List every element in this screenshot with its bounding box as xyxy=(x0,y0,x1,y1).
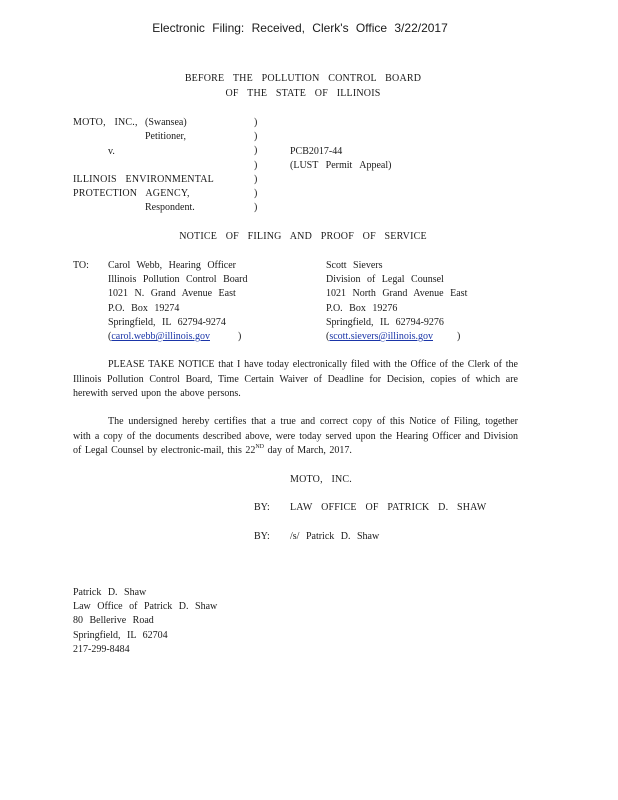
court-heading-line2: OF THE STATE OF ILLINOIS xyxy=(225,88,381,99)
recipient-legal-counsel xyxy=(326,259,467,344)
caption-parentheses: ) ) ) ) ) ) ) xyxy=(254,117,258,214)
notice-title: NOTICE OF FILING AND PROOF OF SERVICE xyxy=(179,231,427,242)
recipient-email-row: (carol.webb@illinois.gov ) xyxy=(108,330,242,342)
respondent-line2: PROTECTION AGENCY, xyxy=(73,188,190,199)
petitioner-note: (Swansea) xyxy=(145,117,187,128)
recipient-line: 1021 North Grand Avenue East xyxy=(326,288,468,300)
address-line: Springfield, IL 62704 xyxy=(73,629,168,641)
recipient-line: 1021 N. Grand Avenue East xyxy=(108,288,236,300)
petitioner-role: Petitioner, xyxy=(145,131,186,142)
court-heading-line1: BEFORE THE POLLUTION CONTROL BOARD xyxy=(184,73,422,84)
recipient-line: P.O. Box 19274 xyxy=(108,302,180,314)
signature-signer: /s/ Patrick D. Shaw xyxy=(290,531,380,542)
recipient-line: Scott Sievers xyxy=(326,260,383,271)
recipient-line: P.O. Box 19276 xyxy=(326,302,398,314)
recipient-email-row: (scott.sievers@illinois.gov ) xyxy=(326,330,461,342)
petitioner-name: MOTO, INC., xyxy=(73,117,138,128)
versus: v. xyxy=(108,146,115,157)
signature-party: MOTO, INC. xyxy=(290,474,352,485)
respondent-line1: ILLINOIS ENVIRONMENTAL xyxy=(73,174,214,185)
filing-stamp: Electronic Filing: Received, Clerk's Office 3/22/2017 xyxy=(152,21,448,35)
by-label: BY: xyxy=(254,531,270,542)
recipient-line: Division of Legal Counsel xyxy=(326,274,444,286)
address-line: 80 Bellerive Road xyxy=(73,615,154,627)
address-line: Patrick D. Shaw xyxy=(73,587,147,598)
notice-paragraph: PLEASE TAKE NOTICE that I have today electronically filed with the Office of the Clerk of the Illinois Pollution Control Board, Time Certain Waiver of Deadline for Decision, copies of which are herewith served upon the above persons. xyxy=(73,359,518,399)
address-line: 217-299-8484 xyxy=(73,643,130,655)
email-link-scott-sievers[interactable]: scott.sievers@illinois.gov xyxy=(329,330,433,342)
recipient-line: Illinois Pollution Control Board xyxy=(108,274,248,286)
certification-paragraph: The undersigned hereby certifies that a true and correct copy of this Notice of Filing, together with a copy of the documents described above, were today served upon the Hearing Officer and Division of Legal Counsel by electronic-mail, this 22ND day of March, 2017. xyxy=(73,416,518,456)
case-number: PCB2017-44 xyxy=(290,146,343,157)
address-line: Law Office of Patrick D. Shaw xyxy=(73,601,218,613)
signature-firm: LAW OFFICE OF PATRICK D. SHAW xyxy=(290,502,487,513)
email-link-carol-webb[interactable]: carol.webb@illinois.gov xyxy=(111,330,210,342)
respondent-role: Respondent. xyxy=(145,202,195,213)
by-label: BY: xyxy=(254,502,270,513)
recipient-line: Springfield, IL 62794-9274 xyxy=(108,316,226,328)
attorney-address xyxy=(73,586,217,657)
recipient-line: Springfield, IL 62794-9276 xyxy=(326,316,444,328)
recipient-line: Carol Webb, Hearing Officer xyxy=(108,260,237,271)
case-type: (LUST Permit Appeal) xyxy=(290,160,392,171)
recipient-hearing-officer xyxy=(108,259,248,344)
to-label: TO: xyxy=(73,260,89,271)
